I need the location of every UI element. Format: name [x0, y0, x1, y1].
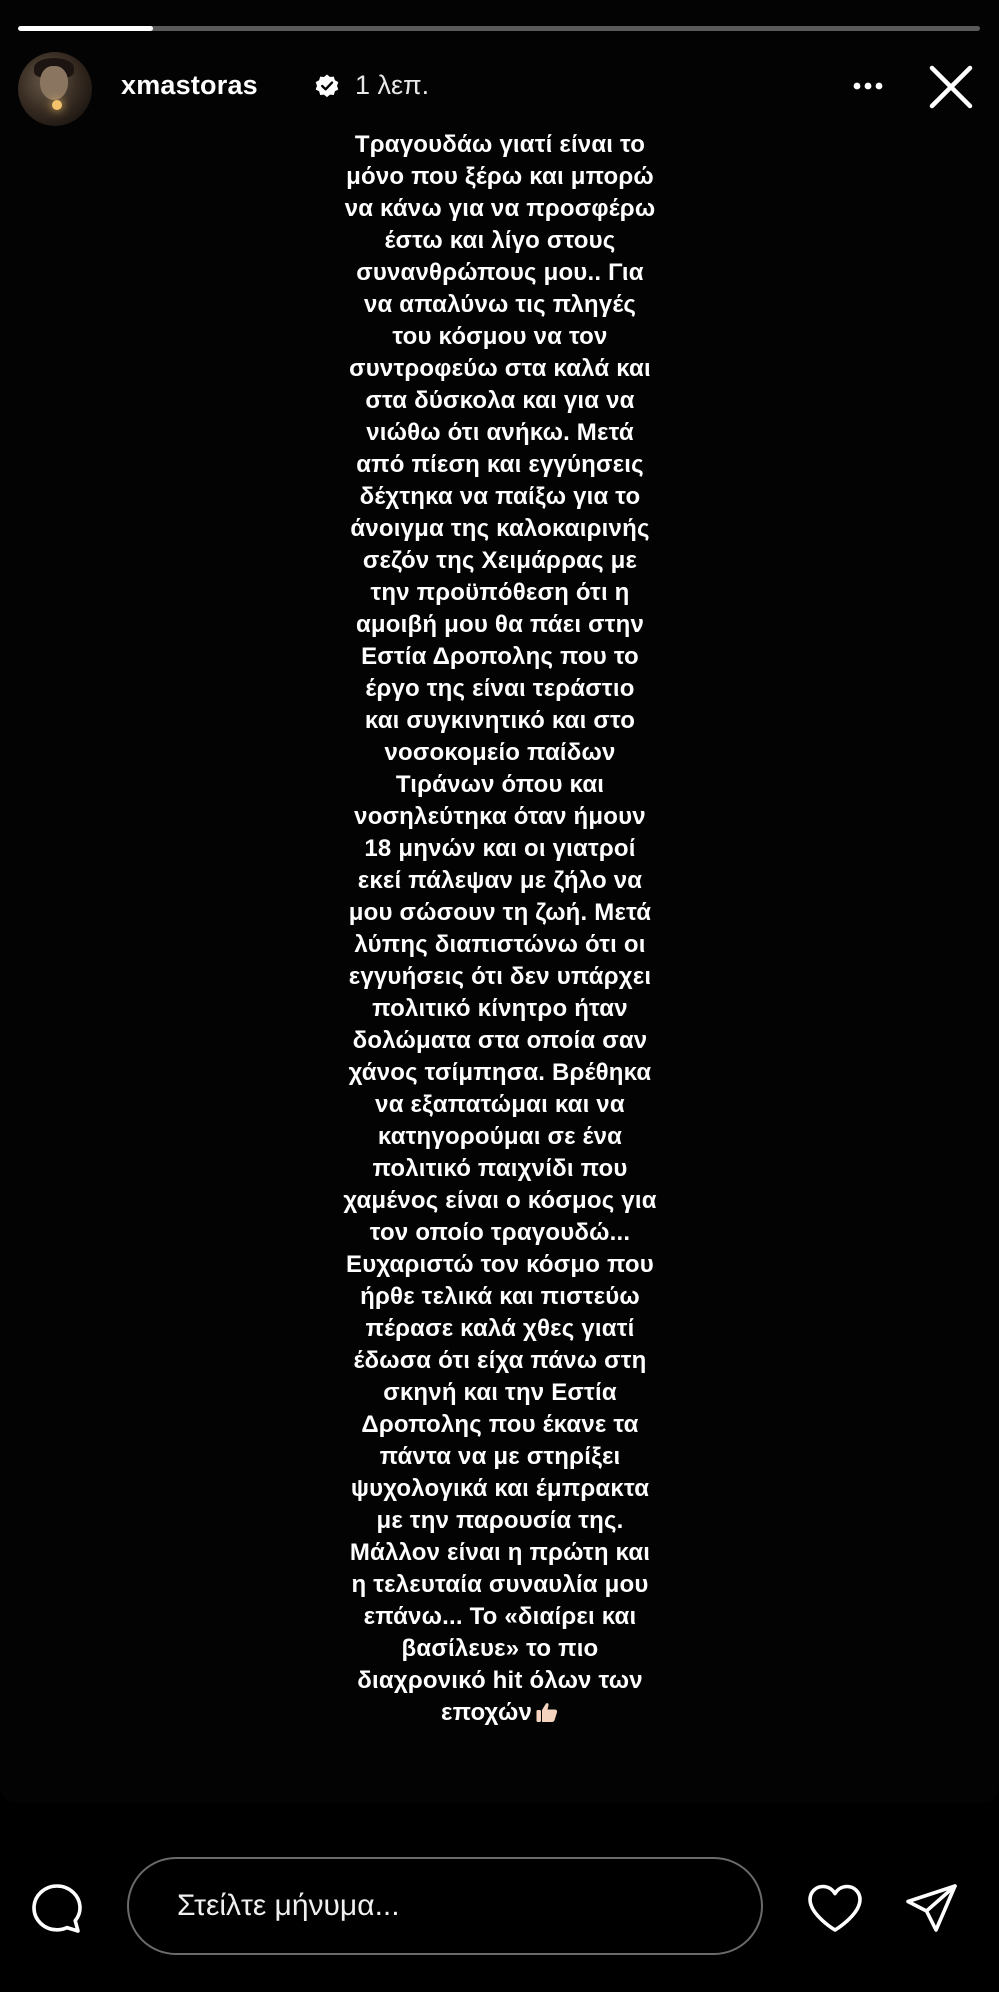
story-text-line: Ευχαριστώ τον κόσμο που — [346, 1251, 654, 1278]
story-text-line: πολιτικό κίνητρο ήταν — [372, 995, 628, 1022]
story-text-line: έστω και λίγο στους — [384, 227, 616, 254]
username[interactable]: xmastoras — [121, 70, 258, 100]
story-text-line: πέρασε καλά χθες γιατί — [365, 1315, 635, 1342]
story-text-line: μου σώσουν τη ζωή. Μετά — [348, 899, 652, 926]
story-text-line: με την παρουσία της. — [376, 1507, 624, 1534]
story-text-line: του κόσμου να τον — [392, 323, 608, 350]
story-text-line: συνανθρώπους μου.. Για — [356, 259, 644, 286]
story-text-line: νοσηλεύτηκα όταν ήμουν — [354, 803, 646, 830]
story-text-line: Εστία Δροπολης που το — [361, 643, 639, 670]
send-icon[interactable] — [904, 1881, 960, 1937]
story-text-line: νιώθω ότι ανήκω. Μετά — [366, 419, 634, 446]
story-text-line: αμοιβή μου θα πάει στην — [355, 611, 645, 638]
avatar[interactable] — [18, 52, 92, 126]
story-text-line: εγγυήσεις ότι δεν υπάρχει — [348, 963, 652, 990]
story-text-line: συντροφεύω στα καλά και — [349, 355, 651, 382]
story-text-line: Δροπολης που έκανε τα — [361, 1411, 639, 1438]
story-text-line: 18 μηνών και οι γιατροί — [364, 835, 636, 862]
story-text-line: ήρθε τελικά και πιστεύω — [360, 1283, 640, 1310]
story-text-line: η τελευταία συναυλία μου — [351, 1571, 649, 1598]
close-icon[interactable] — [926, 62, 976, 112]
avatar-face — [40, 66, 68, 100]
story-text-line: ψυχολογικά και έμπρακτα — [350, 1475, 650, 1502]
story-text-line: μόνο που ξέρω και μπορώ — [346, 163, 654, 190]
thumbs-up-icon — [535, 1701, 559, 1723]
story-progress-fill — [18, 26, 153, 31]
story-progress-bar — [18, 26, 980, 31]
story-text — [200, 129, 800, 1729]
story-text-line: δέχτηκα να παίξω για το — [359, 483, 641, 510]
story-text-line: να κάνω για να προσφέρω — [344, 195, 656, 222]
story-text-line: Τραγουδάω γιατί είναι το — [354, 131, 646, 158]
story-text-line: Τιράνων όπου και — [395, 771, 605, 798]
story-text-line: να εξαπατώμαι και να — [375, 1091, 625, 1118]
verified-badge-icon — [314, 73, 340, 99]
story-text-line: την προϋπόθεση ότι η — [370, 579, 630, 606]
story-text-line: δολώματα στα οποία σαν — [352, 1027, 648, 1054]
story-text-line: πολιτικό παιχνίδι που — [372, 1155, 628, 1182]
story-footer — [0, 1803, 999, 1992]
story-text-line: να απαλύνω τις πληγές — [363, 291, 637, 318]
story-text-line: από πίεση και εγγύησεις — [356, 451, 644, 478]
story-text-line: άνοιγμα της καλοκαιρινής — [350, 515, 650, 542]
heart-icon[interactable] — [806, 1883, 864, 1935]
story-text-line: πάντα να με στηρίξει — [379, 1443, 621, 1470]
story-text-line: τον οποίο τραγουδώ... — [369, 1219, 631, 1246]
story-text-line: διαχρονικό hit όλων των — [357, 1667, 643, 1694]
story-text-line: σεζόν της Χειμάρρας με — [362, 547, 638, 574]
story-text-line: έργο της είναι τεράστιο — [365, 675, 635, 702]
story-text-line: σκηνή και την Εστία — [383, 1379, 617, 1406]
story-text-line: κατηγορούμαι σε ένα — [377, 1123, 623, 1150]
comment-icon[interactable] — [30, 1882, 84, 1936]
story-text-line: έδωσα ότι είχα πάνω στη — [353, 1347, 647, 1374]
story-text-line: και συγκινητικό και στο — [364, 707, 636, 734]
story-text-line: χάνος τσίμπησα. Βρέθηκα — [348, 1059, 652, 1086]
post-time: 1 λεπ. — [355, 70, 430, 100]
message-input[interactable] — [127, 1857, 763, 1955]
story-text-line: εκεί πάλεψαν με ζήλο να — [357, 867, 643, 894]
story-text-line: Μάλλον είναι η πρώτη και — [349, 1539, 651, 1566]
more-options-icon[interactable] — [838, 76, 898, 96]
story-text-line: χαμένος είναι ο κόσμος για — [343, 1187, 657, 1214]
story-text-line: νοσοκομείο παίδων — [384, 739, 616, 766]
story-text-line: λύπης διαπιστώνω ότι οι — [354, 931, 646, 958]
story-text-line: στα δύσκολα και για να — [365, 387, 635, 414]
story-text-line: βασίλευε» το πιο — [401, 1635, 599, 1662]
avatar-lighter-glow — [52, 100, 62, 110]
story-text-line: εποχών — [200, 1697, 800, 1729]
story-text-line: επάνω... Το «διαίρει και — [363, 1603, 637, 1630]
story-header — [18, 50, 980, 128]
